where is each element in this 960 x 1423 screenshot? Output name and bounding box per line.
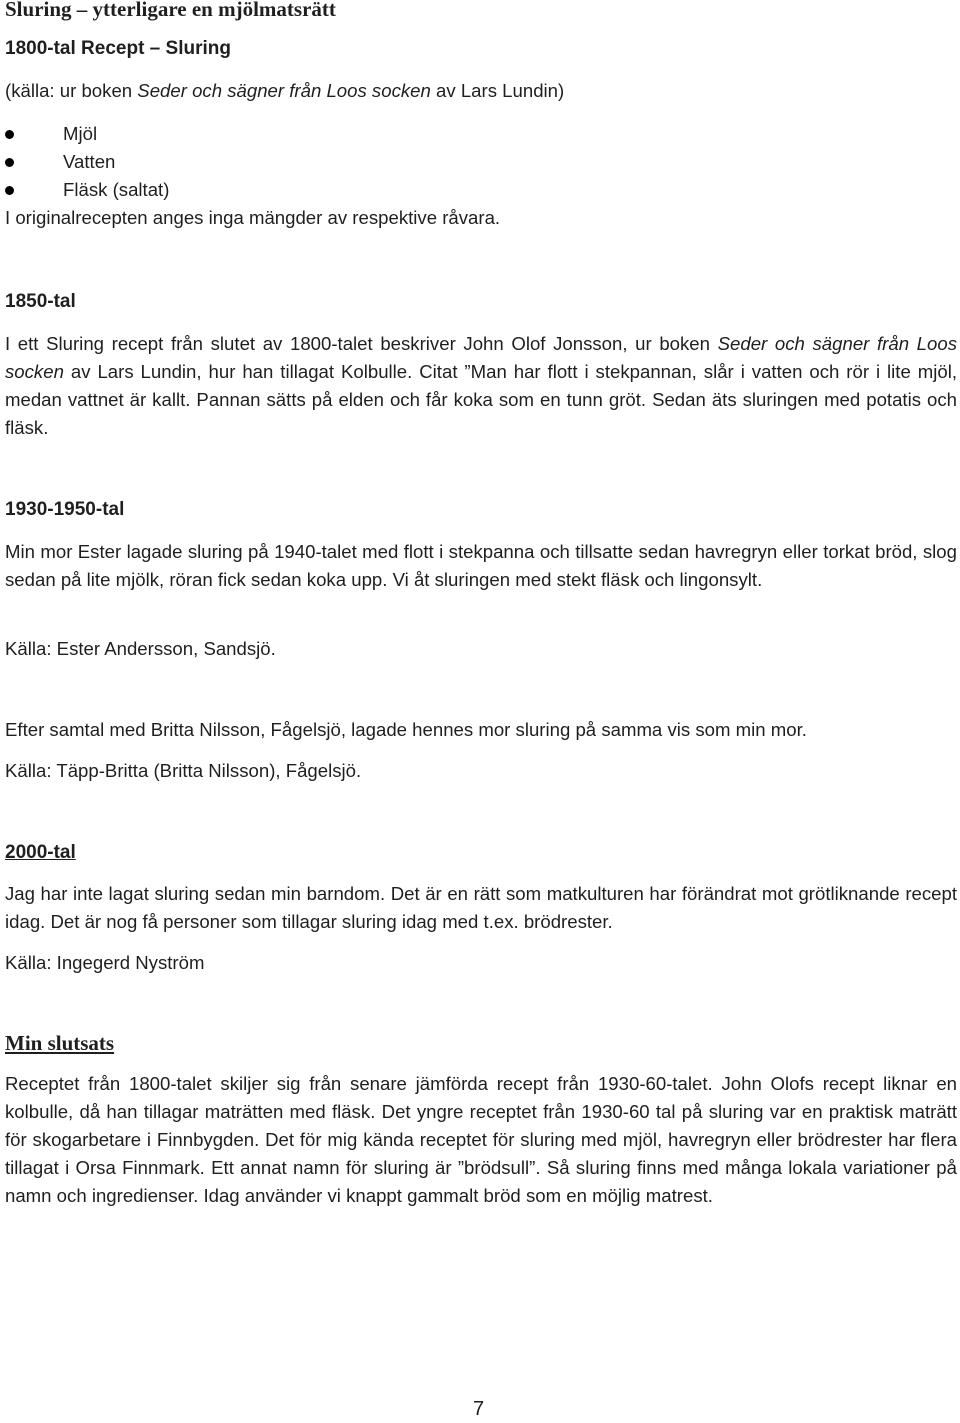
bullet-icon bbox=[5, 186, 14, 195]
britta-paragraph: Efter samtal med Britta Nilsson, Fågelsjö, lagade hennes mor sluring på samma vis som min mor. bbox=[5, 719, 807, 740]
list-item bbox=[5, 120, 957, 148]
source-prefix: (källa: ur boken bbox=[5, 80, 138, 101]
ingredient-list-block bbox=[5, 120, 957, 232]
source-ingegerd: Källa: Ingegerd Nyström bbox=[5, 952, 205, 973]
section-1930-paragraph: Min mor Ester lagade sluring på 1940-talet med flott i stekpanna och tillsatte sedan havregryn eller torkat bröd, slog sedan på lite mjölk, röran fick sedan koka upp. Vi åt sluringen med stekt fläsk och lingonsylt. bbox=[5, 541, 957, 590]
document-title: Sluring – ytterligare en mjölmatsrätt bbox=[5, 0, 336, 21]
page-number: 7 bbox=[473, 1398, 485, 1420]
source-ester: Källa: Ester Andersson, Sandsjö. bbox=[5, 638, 276, 659]
bullet-icon bbox=[5, 158, 14, 167]
source-britta: Källa: Täpp-Britta (Britta Nilsson), Fågelsjö. bbox=[5, 760, 362, 781]
section-1930-heading: 1930-1950-tal bbox=[5, 499, 125, 520]
quantity-note: I originalrecepten anges inga mängder av respektive råvara. bbox=[5, 207, 501, 228]
ingredient-label: Fläsk (saltat) bbox=[63, 179, 170, 200]
list-item bbox=[5, 148, 957, 176]
book-title: Seder och sägner från Loos socken bbox=[5, 333, 957, 382]
conclusion-paragraph: Receptet från 1800-talet skiljer sig från senare jämförda recept från 1930-60-talet. John Olofs recept liknar en kolbulle, då han tillagar maträtten med fläsk. Det yngre receptet från 1930-60 tal på sluring var en praktisk maträtt för skogarbetare i Finnbygden. Det för mig kända receptet för sluring med mjöl, havregryn eller brödrester har flera tillagat i Orsa Finnmark. Ett annat namn för sluring är ”brödsull”. Så sluring finns med många lokala variationer på namn och ingredienser. Idag använder vi knappt gammalt bröd som en möjlig matrest. bbox=[5, 1073, 957, 1206]
list-item bbox=[5, 176, 957, 204]
ingredient-label: Vatten bbox=[63, 151, 116, 172]
paragraph-text: I ett Sluring recept från slutet av 1800-talet beskriver John Olof Jonsson, ur boken bbox=[5, 333, 718, 354]
ingredient-list bbox=[5, 120, 957, 204]
section-2000-paragraph: Jag har inte lagat sluring sedan min barndom. Det är en rätt som matkulturen har förändrat mot grötliknande recept idag. Det är nog få personer som tillagar sluring idag med t.ex. brödrester. bbox=[5, 883, 957, 932]
section-1850-heading: 1850-tal bbox=[5, 291, 76, 312]
conclusion-heading: Min slutsats bbox=[5, 1031, 115, 1055]
bullet-icon bbox=[5, 130, 14, 139]
paragraph-text: av Lars Lundin, hur han tillagat Kolbulle. Citat ”Man har flott i stekpannan, slår i vatten och rör i lite mjöl, medan vattnet är kallt. Pannan sätts på elden och får koka som en tunn gröt. Sedan äts sluringen med potatis och fläsk. bbox=[5, 361, 957, 438]
ingredient-label: Mjöl bbox=[63, 123, 98, 144]
source-book-title: Seder och sägner från Loos socken bbox=[137, 80, 431, 101]
section-2000-heading: 2000-tal bbox=[5, 842, 76, 863]
section-1850-paragraph bbox=[5, 330, 957, 442]
source-line bbox=[5, 77, 564, 105]
section-1800-heading: 1800-tal Recept – Sluring bbox=[5, 38, 231, 59]
source-suffix: av Lars Lundin) bbox=[430, 80, 565, 101]
